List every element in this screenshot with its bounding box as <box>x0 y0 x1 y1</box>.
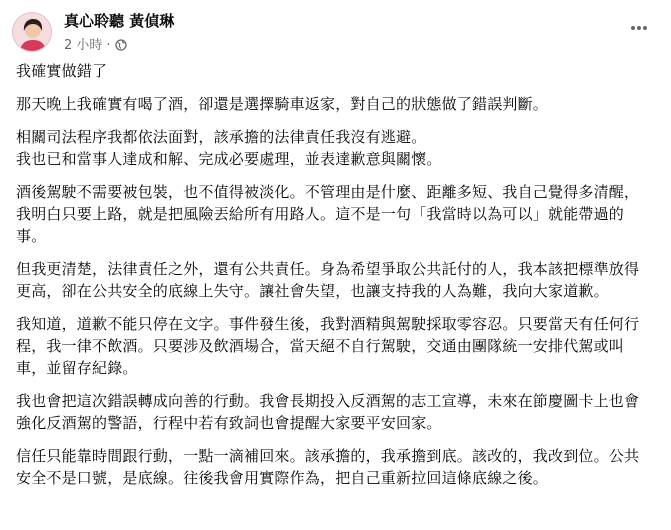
post-paragraph: 酒後駕駛不需要被包裝，也不值得被淡化。不管理由是什麼、距離多短、我自己覺得多清醒，我明白只要上路，就是把風險丟給所有用路人。這不是一句「我當時以為可以」就能帶過的事。 <box>16 183 640 245</box>
more-options-button[interactable] <box>623 12 655 44</box>
post-paragraph: 我知道，道歉不能只停在文字。事件發生後，我對酒精與駕駛採取零容忍。只要當天有任何行程，我一律不飲酒。只要涉及飲酒場合，當天絕不自行駕駛，交通由團隊統一安排代駕或叫車，並留存紀錄。 <box>16 315 640 377</box>
post-paragraph: 我確實做錯了 <box>16 62 108 80</box>
avatar-portrait-icon <box>13 13 52 52</box>
post-timestamp[interactable]: 2 小時 <box>64 38 103 53</box>
post-paragraph: 我也會把這次錯誤轉成向善的行動。我會長期投入反酒駕的志工宣導，未來在節慶圖卡上也會強化反酒駕的警語，行程中若有致詞也會提醒大家要平安回家。 <box>16 392 640 432</box>
post-paragraph: 信任只能靠時間跟行動，一點一滴補回來。該承擔的，我承擔到底。該改的，我改到位。公共安全不是口號，是底線。往後我會用實際作為，把自己重新拉回這條底線之後。 <box>16 447 640 487</box>
post-body <box>16 60 651 500</box>
globe-icon[interactable] <box>115 39 127 55</box>
post-meta <box>64 34 127 55</box>
post-paragraph: 但我更清楚，法律責任之外，還有公共責任。身為希望爭取公共託付的人，我本該把標準放得更高，卻在公共安全的底線上失守。讓社會失望，也讓支持我的人為難，我向大家道歉。 <box>16 260 640 300</box>
avatar[interactable] <box>12 12 52 52</box>
author-name[interactable]: 真心聆聽 黃偵琳 <box>64 12 175 30</box>
more-horizontal-icon <box>629 18 649 38</box>
post-header <box>12 4 659 56</box>
post-paragraph: 相關司法程序我都依法面對，該承擔的法律責任我沒有逃避。 我也已和當事人達成和解、完成必要處理，並表達歉意與關懷。 <box>16 128 442 168</box>
post-paragraph: 那天晚上我確實有喝了酒，卻還是選擇騎車返家，對自己的狀態做了錯誤判斷。 <box>16 95 549 113</box>
meta-separator: · <box>106 38 111 53</box>
